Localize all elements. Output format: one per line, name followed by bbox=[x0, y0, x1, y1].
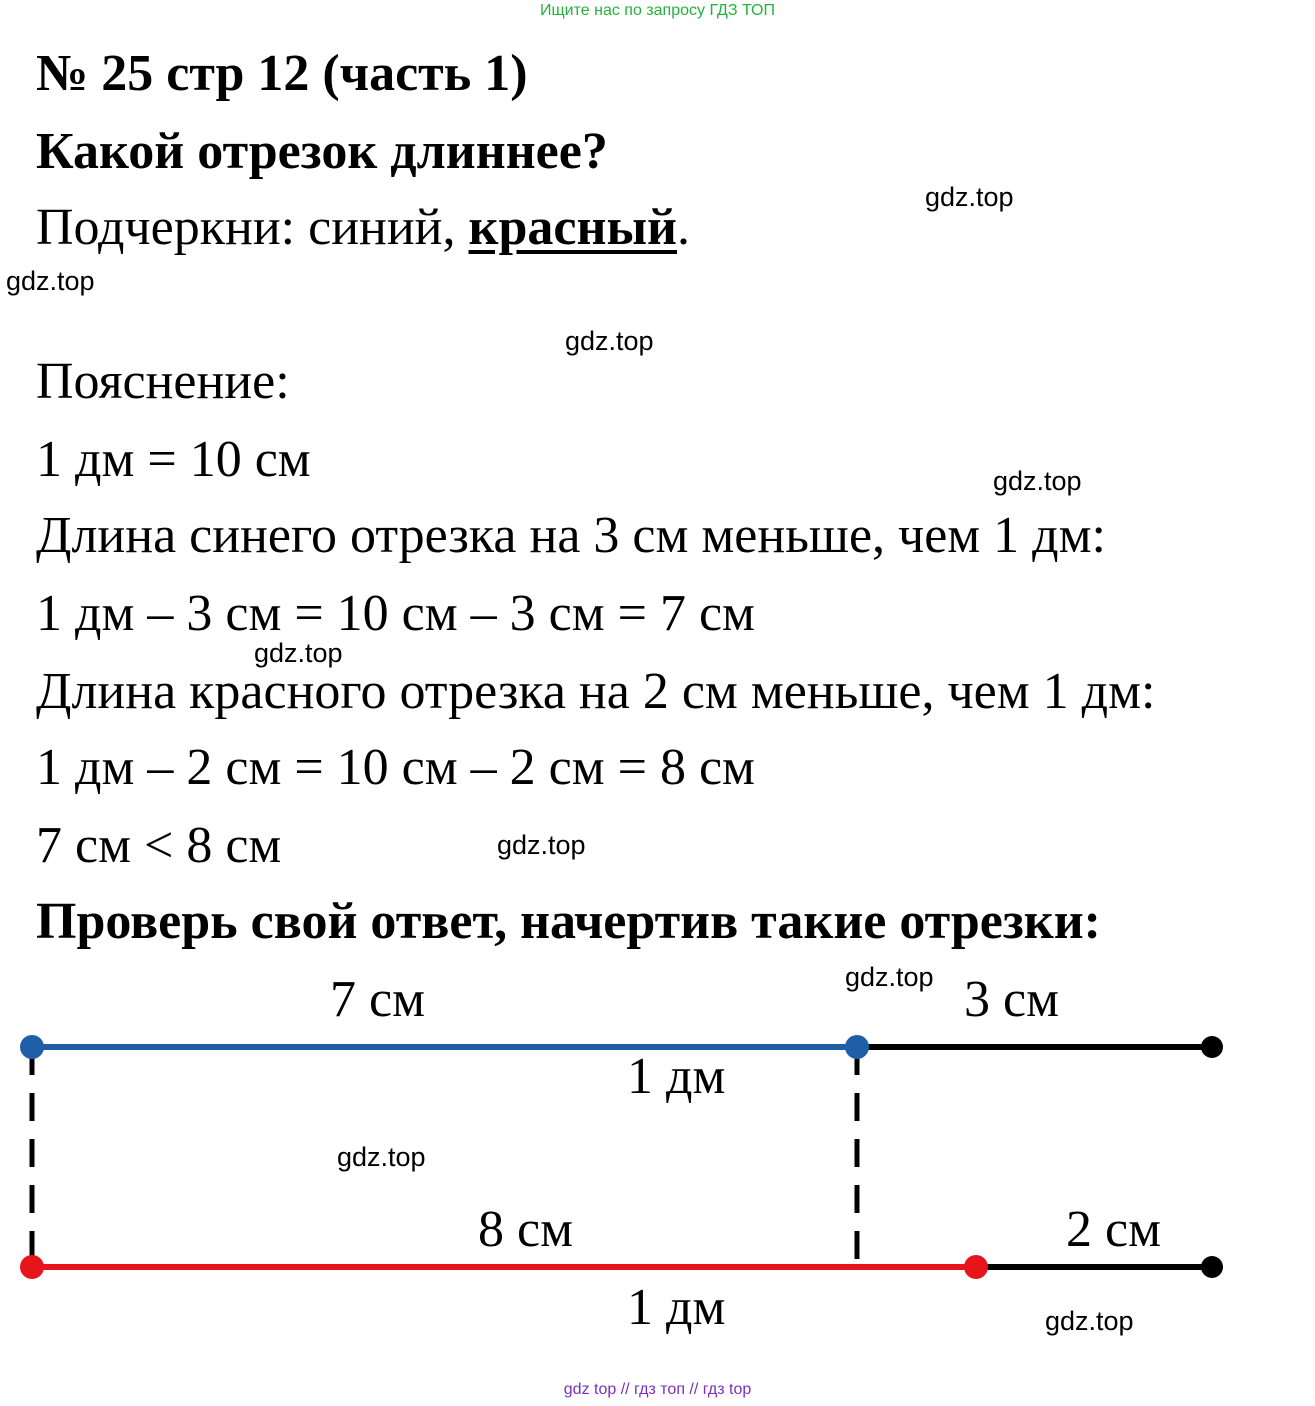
blue-segment-label: 7 см bbox=[330, 971, 425, 1028]
underline-prefix: Подчеркни: синий, bbox=[36, 199, 469, 256]
blue-remainder-label: 3 см bbox=[964, 971, 1059, 1028]
explanation-heading: Пояснение: bbox=[36, 353, 290, 410]
red-total-label: 1 дм bbox=[627, 1279, 726, 1336]
watermark: gdz.top bbox=[845, 962, 934, 992]
watermark: gdz.top bbox=[993, 466, 1082, 496]
red-segment-label: 8 см bbox=[478, 1201, 573, 1258]
underline-suffix: . bbox=[677, 199, 690, 256]
explanation-line-5: 1 дм – 2 см = 10 см – 2 см = 8 см bbox=[36, 739, 755, 796]
watermark: gdz.top bbox=[925, 182, 1014, 212]
footer-links[interactable]: gdz top // гдз топ // гдз top bbox=[563, 1381, 752, 1398]
underlined-answer: красный bbox=[468, 199, 677, 256]
explanation-line-2: Длина синего отрезка на 3 см меньше, чем 1 дм: bbox=[36, 507, 1106, 564]
red-end-point bbox=[964, 1255, 988, 1279]
blue-total-label: 1 дм bbox=[627, 1048, 726, 1105]
blue-start-point bbox=[20, 1035, 44, 1059]
watermark: gdz.top bbox=[254, 638, 343, 668]
blue-end-point bbox=[845, 1035, 869, 1059]
explanation-line-1: 1 дм = 10 см bbox=[36, 431, 311, 488]
top-banner[interactable]: Ищите нас по запросу ГДЗ ТОП bbox=[540, 2, 775, 19]
blue-remainder-end-point bbox=[1201, 1036, 1223, 1058]
page-title: № 25 стр 12 (часть 1) bbox=[36, 45, 528, 102]
watermark: gdz.top bbox=[6, 266, 95, 296]
red-remainder-end-point bbox=[1201, 1256, 1223, 1278]
watermark: gdz.top bbox=[337, 1142, 426, 1172]
explanation-line-3: 1 дм – 3 см = 10 см – 3 см = 7 см bbox=[36, 585, 755, 642]
watermark: gdz.top bbox=[1045, 1306, 1134, 1336]
red-start-point bbox=[20, 1255, 44, 1279]
watermark: gdz.top bbox=[565, 326, 654, 356]
question-heading: Какой отрезок длиннее? bbox=[36, 123, 608, 180]
explanation-line-6: 7 см < 8 см bbox=[36, 817, 282, 874]
red-remainder-label: 2 см bbox=[1066, 1201, 1161, 1258]
check-heading: Проверь свой ответ, начертив такие отрезки: bbox=[36, 893, 1101, 950]
explanation-line-4: Длина красного отрезка на 2 см меньше, чем 1 дм: bbox=[36, 663, 1156, 720]
watermark: gdz.top bbox=[497, 830, 586, 860]
